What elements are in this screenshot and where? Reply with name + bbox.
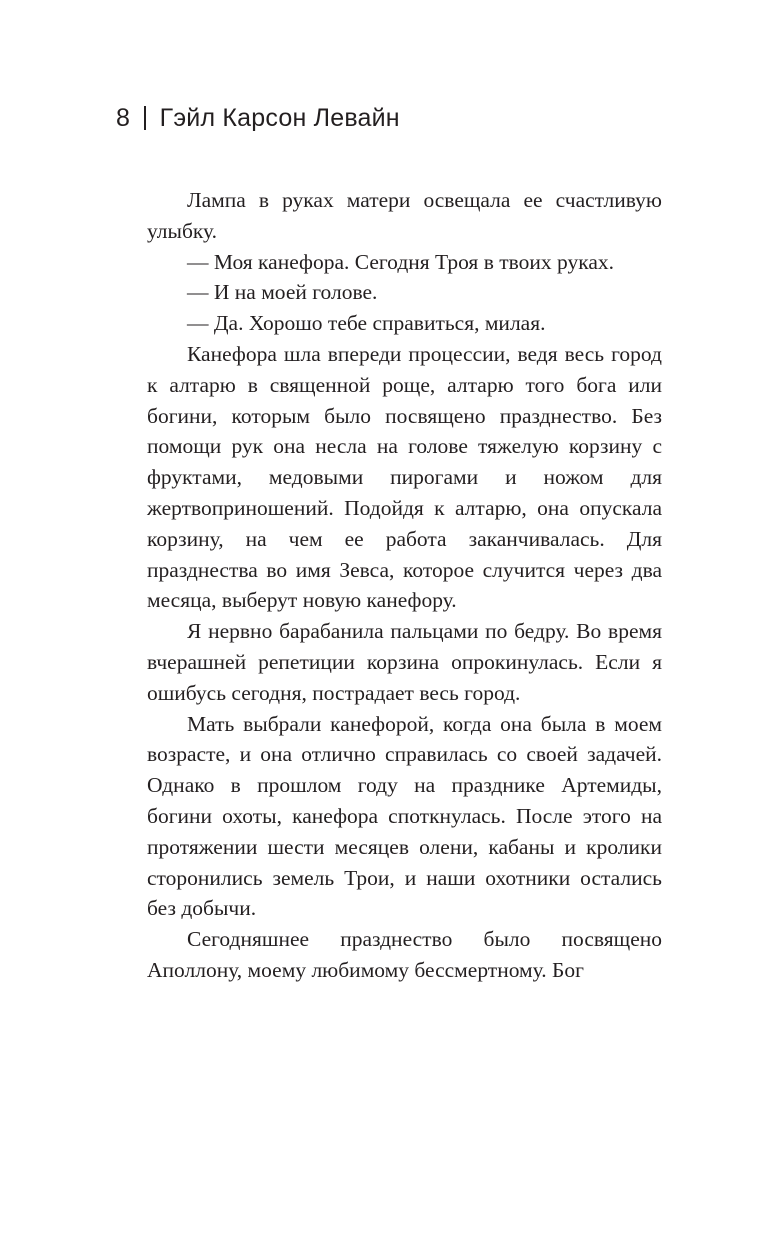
dialogue-line: — Да. Хорошо тебе справиться, милая. xyxy=(187,311,546,336)
dialogue-line: — Моя канефора. Сегодня Троя в твоих руках. xyxy=(187,249,615,274)
paragraph: Сегодняшнее празднество было посвящено Аполлону, моему любимому бессмертному. Бог xyxy=(147,927,662,982)
paragraph: Лампа в руках матери освещала ее счастливую улыбку. xyxy=(147,188,662,243)
paragraph: Мать выбрали канефорой, когда она была в моем возрасте, и она отлично справилась со своей задачей. Однако в прошлом году на празднике Артемиды, богини охоты, канефора споткнулась. После этого на протяжении шести месяцев олени, кабаны и кролики сторонились земель Трои, и наши охотники остались без добычи. xyxy=(147,711,662,921)
header-separator xyxy=(144,106,146,130)
paragraph: Канефора шла впереди процессии, ведя весь город к алтарю в священной роще, алтарю того бога или богини, которым было посвящено празднество. Без помощи рук она несла на голове тяжелую корзину с фруктами, медовыми пирогами и ножом для жертвоприношений. Подойдя к алтарю, она опускала корзину, на чем ее работа заканчивалась. Для празднества во имя Зевса, которое случится через два месяца, выберут новую канефору. xyxy=(147,341,662,613)
body-text xyxy=(147,185,662,986)
page-number: 8 xyxy=(116,103,131,132)
running-header-author: Гэйл Карсон Левайн xyxy=(159,103,400,132)
paragraph: Я нервно барабанила пальцами по бедру. Во время вчерашней репетиции корзина опрокинулась. Если я ошибусь сегодня, пострадает весь город. xyxy=(147,619,662,705)
running-header xyxy=(116,98,400,138)
dialogue-line: — И на моей голове. xyxy=(187,280,378,305)
